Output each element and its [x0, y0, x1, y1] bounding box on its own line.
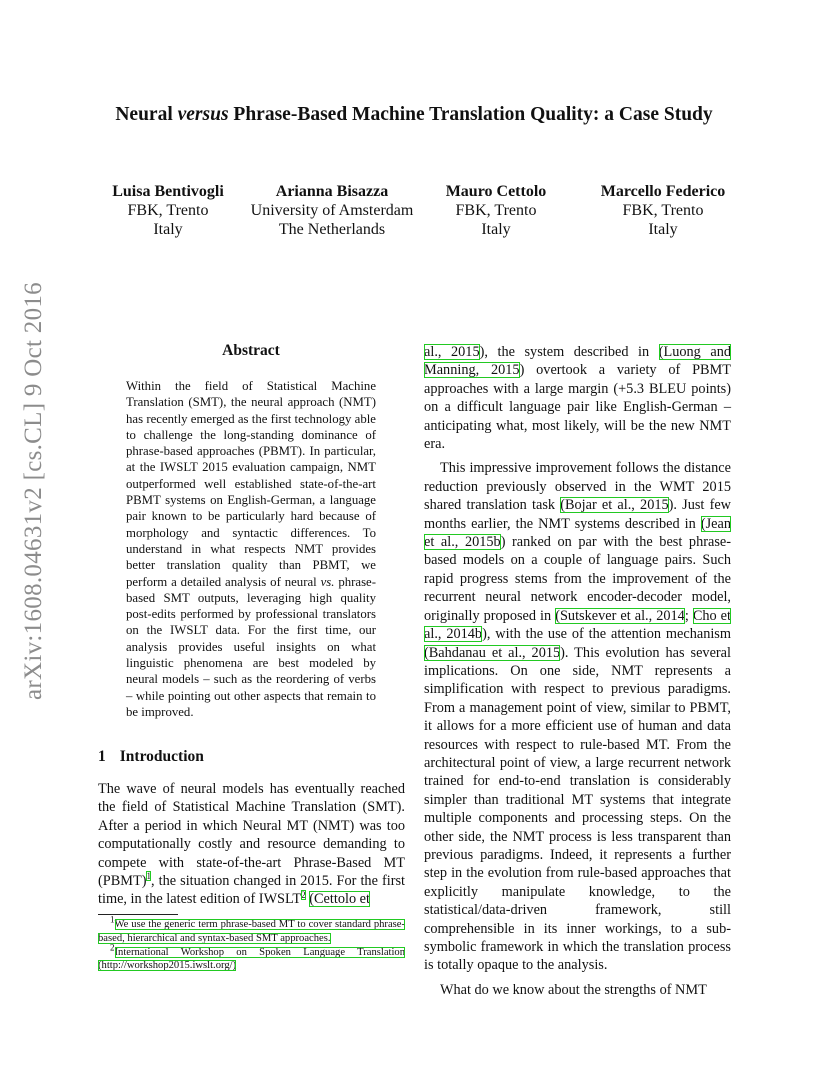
abstract-text: phrase-based SMT outputs, leveraging high quality post-edits performed by professional translators on the IWSLT data. For the first time, our analysis provides useful insights on what linguistic phenomena are best modeled by neural models – such as the reordering of verbs – while pointing out other aspects that remain to be improved.: [126, 574, 376, 719]
section-heading: [98, 748, 204, 766]
author-affiliation: FBK, Trento: [455, 202, 537, 219]
paragraph-text: This impressive improvement follows the distance reduction previously observed in the WMT 2015 shared translation task: [424, 460, 731, 514]
author-affiliation: FBK, Trento: [622, 202, 704, 219]
right-column-body: [424, 343, 731, 999]
paragraph-text: What do we know about the strengths of NMT: [440, 981, 707, 998]
footnote: [98, 914, 405, 946]
author-affiliation: FBK, Trento: [127, 202, 209, 219]
footnote-text[interactable]: International Workshop on Spoken Language Translation (http://workshop2015.iwslt.org/): [98, 946, 405, 972]
footnote-text[interactable]: We use the generic term phrase-based MT to cover standard phrase-based, hierarchical and syntax-based SMT approaches.: [98, 919, 405, 944]
citation-link[interactable]: al., 2015: [424, 344, 480, 360]
author-block: [242, 182, 422, 239]
paragraph-text: ) overtook a variety of PBMT approaches with a large margin (+5.3 BLEU points) on a difficult language pair like English-German – anticipating what, most likely, will be the new NMT era.: [424, 362, 731, 453]
title-italic: versus: [177, 104, 229, 125]
footnote-marker-link[interactable]: 2: [301, 889, 306, 900]
paragraph-text: ), the system described in: [479, 344, 659, 360]
paragraph: [424, 459, 731, 974]
abstract-versus: vs.: [320, 574, 335, 589]
title-part-1: Neural: [115, 104, 178, 125]
citation-link[interactable]: (Bahdanau et al., 2015: [424, 644, 561, 661]
arxiv-identifier: arXiv:1608.04631v2 [cs.CL] 9 Oct 2016: [20, 282, 47, 700]
abstract-body: [126, 378, 376, 720]
citation-link[interactable]: (Jean et al., 2015b: [424, 515, 731, 551]
author-block: [98, 182, 238, 239]
section-title: Introduction: [119, 748, 204, 765]
author-block: [428, 182, 564, 239]
title-part-2: Phrase-Based Machine Translation Quality: a Case Study: [228, 104, 713, 125]
paragraph-text: The wave of neural models has eventually reached the field of Statistical Machine Translation (SMT). After a period in which Neural MT (NMT) was too computationally costly and resource demanding to compete with state-of-the-art Phrase-Based MT (PBMT): [98, 781, 405, 890]
author-name: Luisa Bentivogli: [112, 183, 224, 200]
footnote-number: 1: [110, 914, 115, 925]
paragraph: [424, 981, 731, 999]
paragraph-text: ) ranked on par with the best phrase-based models on a couple of language pairs. Such rapid progress stems from the improvement of the recurrent neural network encoder-decoder model, originally proposed in: [424, 534, 731, 624]
paragraph-text: ). This evolution has several implications. On one side, NMT represents a simplification with respect to previous paradigms. From a management point of view, similar to PBMT, it allows for a more efficient use of human and data resources with respect to rule-based MT. From the architectural point of view, a large recurrent network trained for end-to-end translation is considerably simpler than traditional MT systems that integrate multiple components and processing steps. On the other side, the NMT process is less transparent than previous paradigms. Indeed, it represents a further step in the evolution from rule-based approaches that explicitly manipulate knowledge, to the statistical/data-driven framework, still comprehensible in its inner workings, to a sub-symbolic framework in which the translation process is totally opaque to the analysis.: [424, 644, 731, 974]
author-name: Marcello Federico: [600, 183, 726, 200]
author-affiliation: University of Amsterdam: [250, 202, 414, 219]
citation-link[interactable]: Cho et al., 2014b: [424, 607, 731, 643]
left-column-body: [98, 780, 405, 909]
paragraph-text: ;: [684, 607, 693, 624]
abstract-heading: Abstract: [222, 342, 280, 359]
paragraph-text: ). Just few months earlier, the NMT systems described in: [424, 497, 731, 532]
footnote-number: 2: [110, 942, 115, 953]
paragraph: [424, 343, 731, 453]
paragraph: [98, 780, 405, 909]
author-name: Arianna Bisazza: [275, 183, 389, 200]
abstract-text: Within the field of Statistical Machine Translation (SMT), the neural approach (NMT) has recently emerged as the first technology able to challenge the long-standing dominance of phrase-based approaches (PBMT). In particular, at the IWSLT 2015 evaluation campaign, NMT outperformed well established state-of-the-art PBMT systems on English-German, a language pair known to be particularly hard because of morphology and syntactic differences. To understand in what respects NMT provides better translation quality than PBMT, we perform a detailed analysis of neural: [126, 379, 376, 589]
author-country: Italy: [648, 221, 678, 238]
paper-title: [0, 104, 828, 126]
footnote-marker-link[interactable]: 1: [146, 871, 151, 882]
paragraph-text: , the situation changed in 2015. For the first time, in the latest edition of IWSLT: [98, 873, 405, 908]
citation-link[interactable]: (Sutskever et al., 2014: [555, 607, 685, 624]
citation-link[interactable]: (Bojar et al., 2015: [560, 497, 669, 514]
footnotes: [98, 914, 405, 973]
citation-link[interactable]: (Cettolo et: [309, 891, 370, 908]
author-name: Mauro Cettolo: [445, 183, 547, 200]
citation-link[interactable]: (Luong and Manning, 2015: [424, 344, 731, 379]
section-number: 1: [98, 748, 106, 765]
paragraph-text: ), with the use of the attention mechanism: [482, 626, 731, 643]
author-country: Italy: [153, 221, 183, 238]
author-country: Italy: [481, 221, 511, 238]
footnote: [98, 942, 405, 974]
author-block: [586, 182, 740, 239]
author-country: The Netherlands: [278, 221, 386, 238]
